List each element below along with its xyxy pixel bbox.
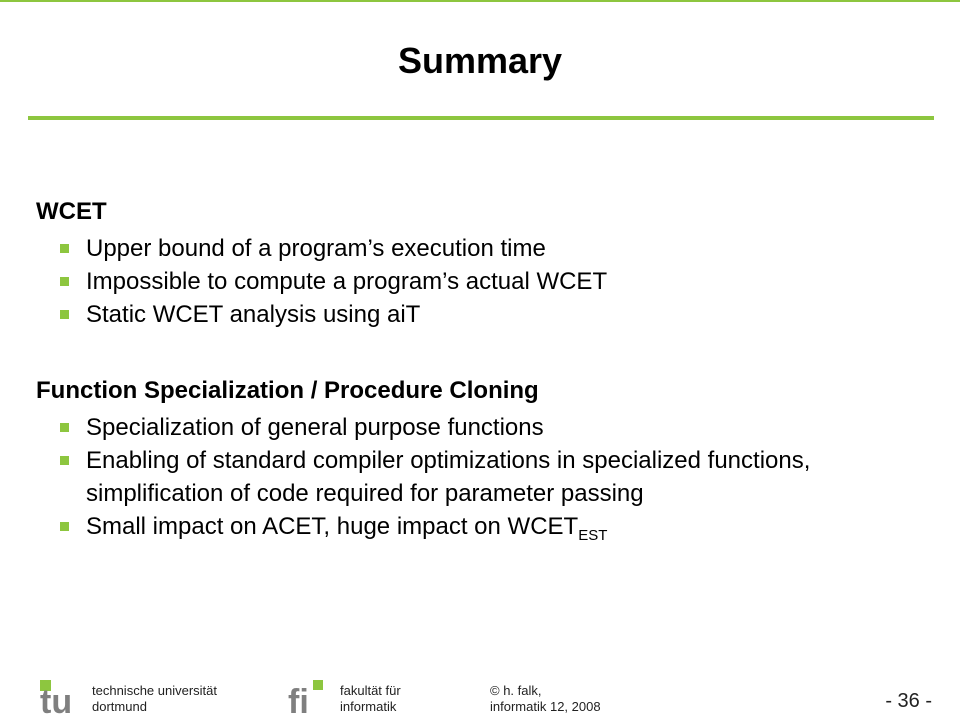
faculty-line-1: fakultät für (340, 683, 401, 698)
page-number: - 36 - (885, 690, 932, 712)
author-line-1: © h. falk, (490, 683, 542, 698)
footer (0, 676, 960, 720)
bullet-item: Static WCET analysis using aiT (36, 298, 936, 331)
author-info (490, 683, 601, 715)
title-divider (28, 116, 934, 120)
fi-logo (288, 680, 328, 718)
bullet-list-wcet (36, 232, 936, 331)
university-line-1: technische universität (92, 683, 218, 698)
section-heading-specialization: Function Specialization / Procedure Cloning (36, 377, 539, 404)
author-line-2: informatik 12, 2008 (490, 699, 601, 714)
tu-logo-text: tu (40, 683, 73, 718)
university-line-2: dortmund (92, 699, 147, 714)
section-heading-wcet: WCET (36, 198, 107, 225)
bullet-item: Specialization of general purpose functions (36, 411, 936, 444)
subscript-est: EST (578, 527, 608, 544)
top-accent-line (0, 0, 960, 2)
bullet-item-impact (36, 510, 936, 543)
faculty-name (340, 683, 401, 715)
slide-title: Summary (397, 40, 563, 81)
bullet-item: Impossible to compute a program’s actual WCET (36, 265, 936, 298)
university-name (92, 683, 217, 715)
bullet-item: Enabling of standard compiler optimizations in specialized functions, simplification of code required for parameter passing (36, 444, 936, 510)
bullet-text: Small impact on ACET, huge impact on WCET (86, 513, 579, 540)
faculty-line-2: informatik (340, 699, 397, 714)
bullet-item: Upper bound of a program’s execution time (36, 232, 936, 265)
tu-logo (40, 680, 88, 718)
bullet-list-specialization (36, 411, 936, 543)
fi-logo-text: fi (288, 683, 309, 718)
slide-body (36, 196, 936, 543)
fi-logo-square (313, 680, 323, 690)
